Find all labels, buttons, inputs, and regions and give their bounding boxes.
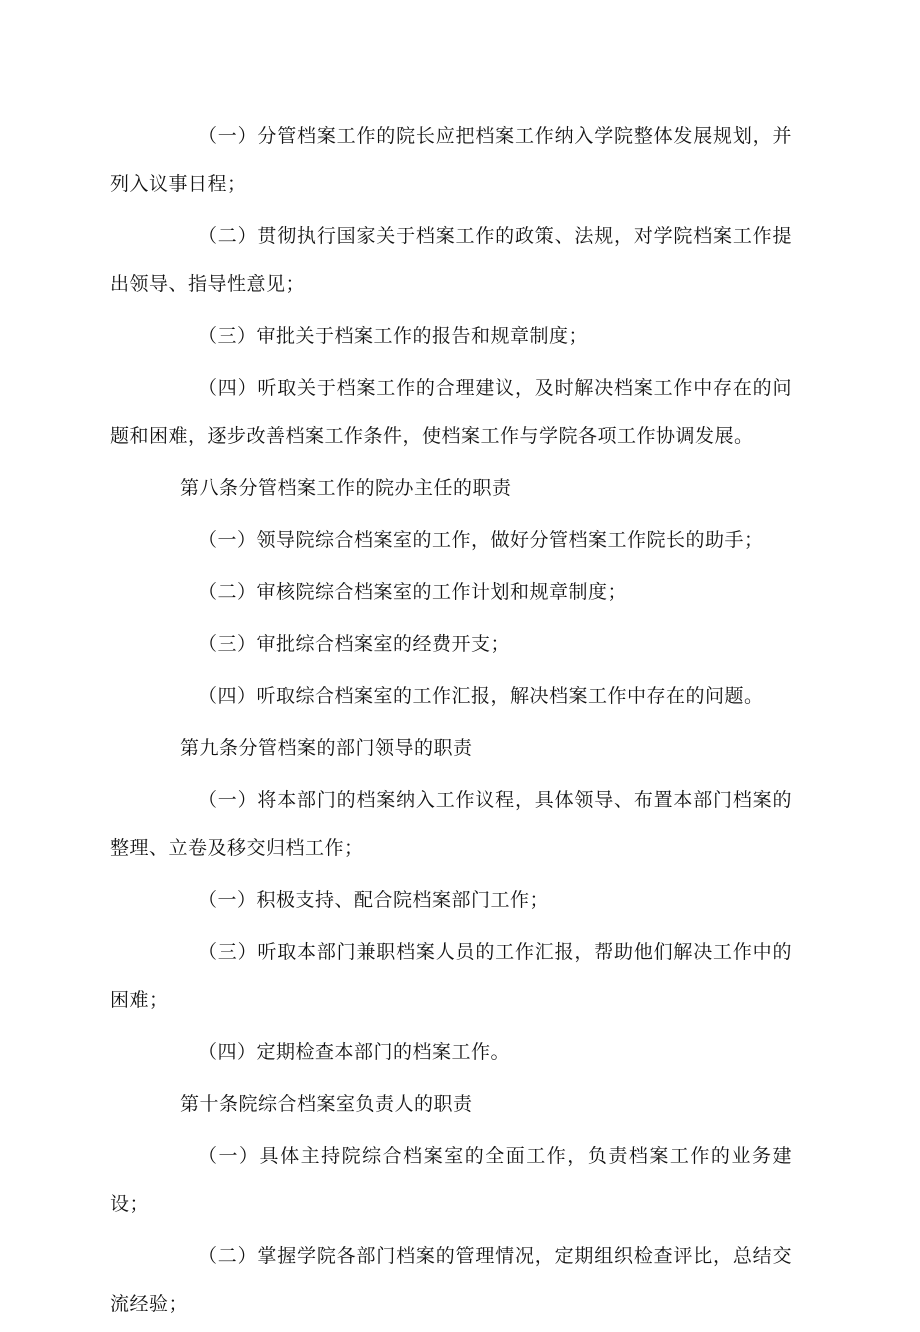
paragraph-7-3: （三）审批关于档案工作的报告和规章制度；	[198, 325, 589, 347]
article-8-heading: 第八条分管档案工作的院办主任的职责	[180, 477, 512, 499]
paragraph-10-2: （二）掌握学院各部门档案的管理情况，定期组织检查评比，总结交流经验；	[110, 1245, 792, 1315]
document-body	[110, 112, 792, 1332]
paragraph-8-2: （二）审核院综合档案室的工作计划和规章制度；	[198, 581, 628, 603]
paragraph-9-2: （一）积极支持、配合院档案部门工作；	[198, 889, 550, 911]
paragraph-9-3: （三）听取本部门兼职档案人员的工作汇报，帮助他们解决工作中的困难；	[110, 941, 792, 1011]
paragraph-9-4: （四）定期检查本部门的档案工作。	[198, 1041, 511, 1063]
paragraph-7-1: （一）分管档案工作的院长应把档案工作纳入学院整体发展规划，并列入议事日程；	[110, 125, 792, 195]
paragraph-8-3: （三）审批综合档案室的经费开支；	[198, 633, 511, 655]
article-10-heading: 第十条院综合档案室负责人的职责	[180, 1093, 473, 1115]
article-9-heading: 第九条分管档案的部门领导的职责	[180, 737, 473, 759]
paragraph-9-1: （一）将本部门的档案纳入工作议程，具体领导、布置本部门档案的整理、立卷及移交归档工作；	[110, 789, 792, 859]
paragraph-10-1: （一）具体主持院综合档案室的全面工作，负责档案工作的业务建设；	[110, 1145, 792, 1215]
paragraph-8-4: （四）听取综合档案室的工作汇报，解决档案工作中存在的问题。	[198, 685, 764, 707]
paragraph-8-1: （一）领导院综合档案室的工作，做好分管档案工作院长的助手；	[198, 529, 764, 551]
paragraph-7-4: （四）听取关于档案工作的合理建议，及时解决档案工作中存在的问题和困难，逐步改善档案工作条件，使档案工作与学院各项工作协调发展。	[110, 377, 792, 447]
paragraph-7-2: （二）贯彻执行国家关于档案工作的政策、法规，对学院档案工作提出领导、指导性意见；	[110, 225, 792, 295]
